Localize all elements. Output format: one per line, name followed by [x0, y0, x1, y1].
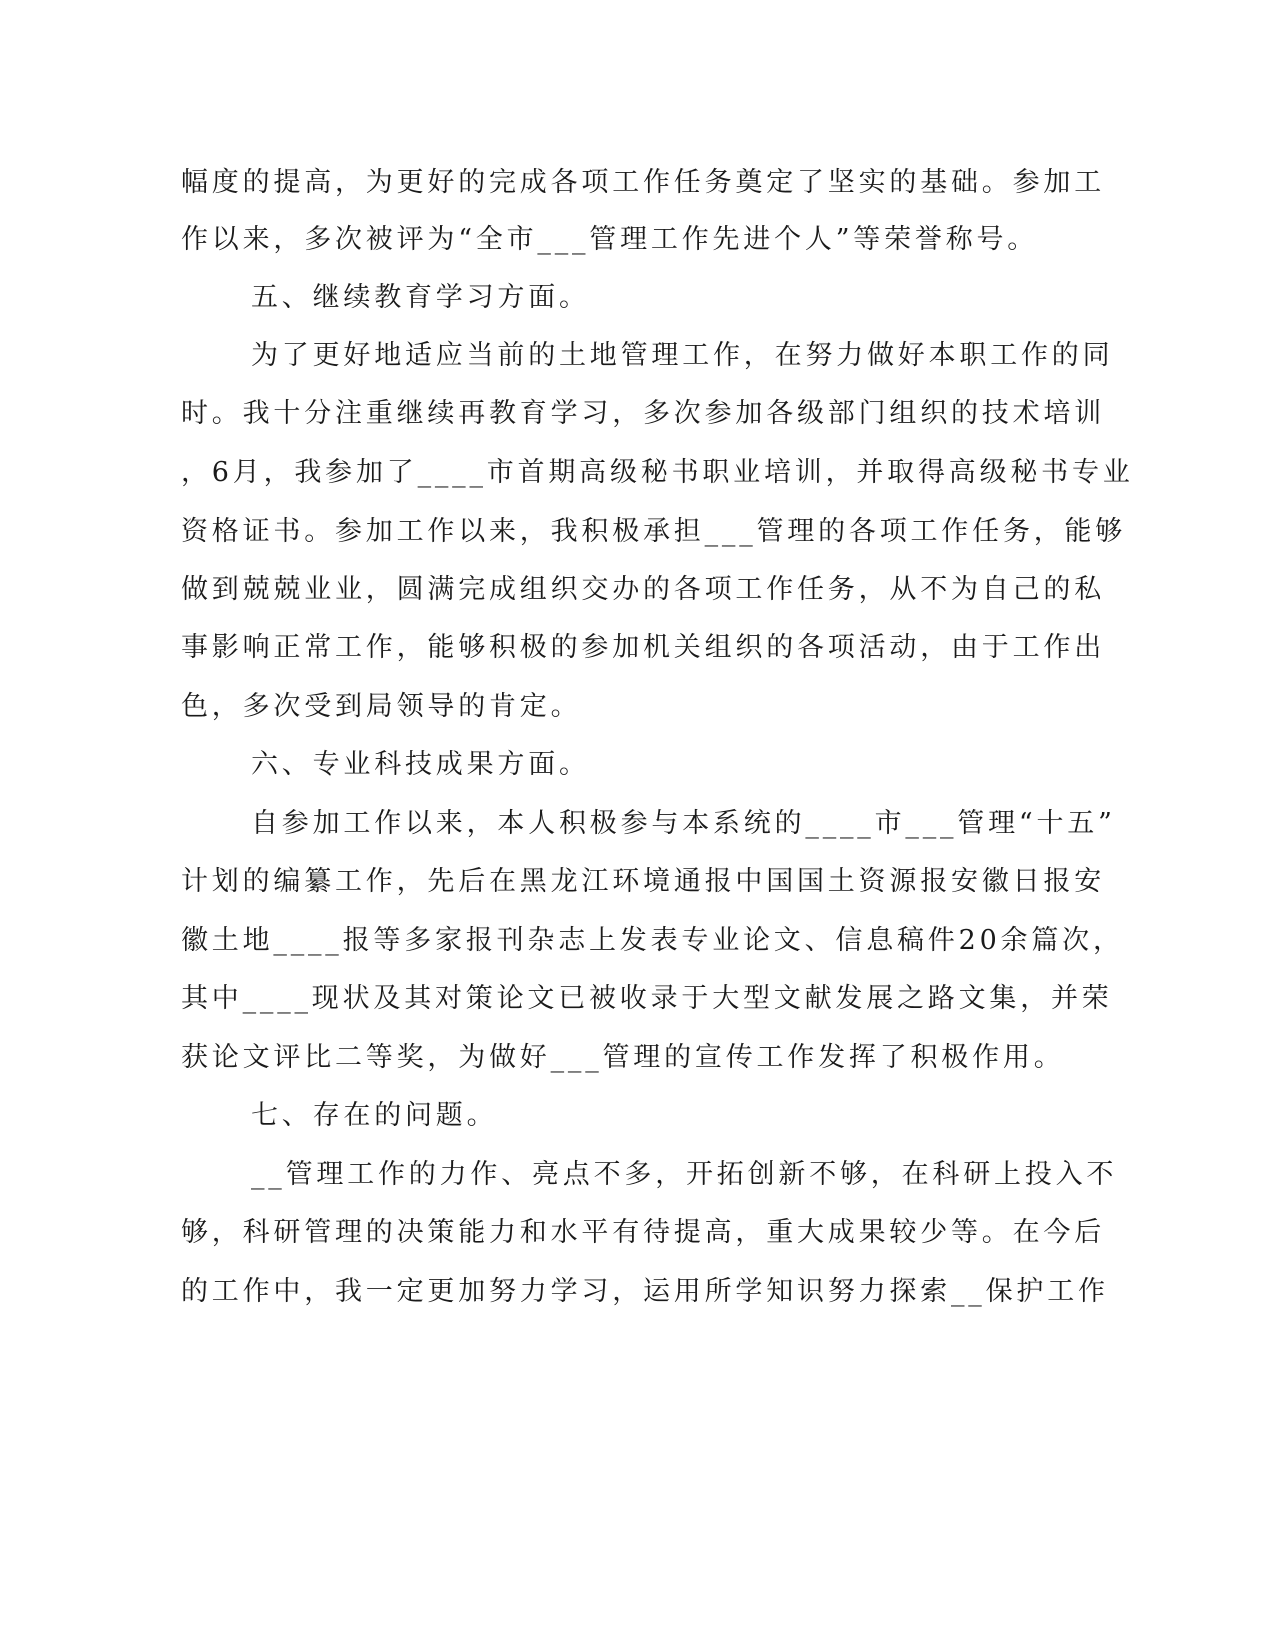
body-text-line: 自参加工作以来，本人积极参与本系统的____市___管理“十五” — [251, 808, 1116, 839]
body-text-line: 其中____现状及其对策论文已被收录于大型文献发展之路文集，并荣 — [181, 983, 1113, 1014]
body-text-line: 事影响正常工作，能够积极的参加机关组织的各项活动，由于工作出 — [181, 632, 1105, 663]
body-text-line: 色，多次受到局领导的肯定。 — [181, 691, 582, 722]
section-heading-5: 五、继续教育学习方面。 — [251, 282, 590, 313]
section-heading-6: 六、专业科技成果方面。 — [251, 749, 590, 780]
body-text-line: 获论文评比二等奖，为做好___管理的宣传工作发挥了积极作用。 — [181, 1042, 1065, 1073]
body-text-line: 时。我十分注重继续再教育学习，多次参加各级部门组织的技术培训 — [181, 398, 1105, 429]
body-text-line: 幅度的提高，为更好的完成各项工作任务奠定了坚实的基础。参加工 — [181, 167, 1105, 198]
section-heading-7: 七、存在的问题。 — [251, 1100, 498, 1131]
body-text-line: 够，科研管理的决策能力和水平有待提高，重大成果较少等。在今后 — [181, 1217, 1105, 1248]
body-text-line: 作以来，多次被评为“全市___管理工作先进个人”等荣誉称号。 — [181, 224, 1039, 255]
body-text-line: __管理工作的力作、亮点不多，开拓创新不够，在科研上投入不 — [251, 1159, 1118, 1190]
body-text-line: 的工作中，我一定更加努力学习，运用所学知识努力探索__保护工作 — [181, 1276, 1109, 1307]
body-text-line: ，6月，我参加了____市首期高级秘书职业培训，并取得高级秘书专业 — [181, 457, 1134, 488]
body-text-line: 做到兢兢业业，圆满完成组织交办的各项工作任务，从不为自己的私 — [181, 574, 1105, 605]
body-text-line: 为了更好地适应当前的土地管理工作，在努力做好本职工作的同 — [251, 340, 1114, 371]
body-text-line: 徽土地____报等多家报刊杂志上发表专业论文、信息稿件20余篇次， — [181, 925, 1124, 956]
body-text-line: 计划的编纂工作，先后在黑龙江环境通报中国国土资源报安徽日报安 — [181, 866, 1105, 897]
body-text-line: 资格证书。参加工作以来，我积极承担___管理的各项工作任务，能够 — [181, 516, 1127, 547]
